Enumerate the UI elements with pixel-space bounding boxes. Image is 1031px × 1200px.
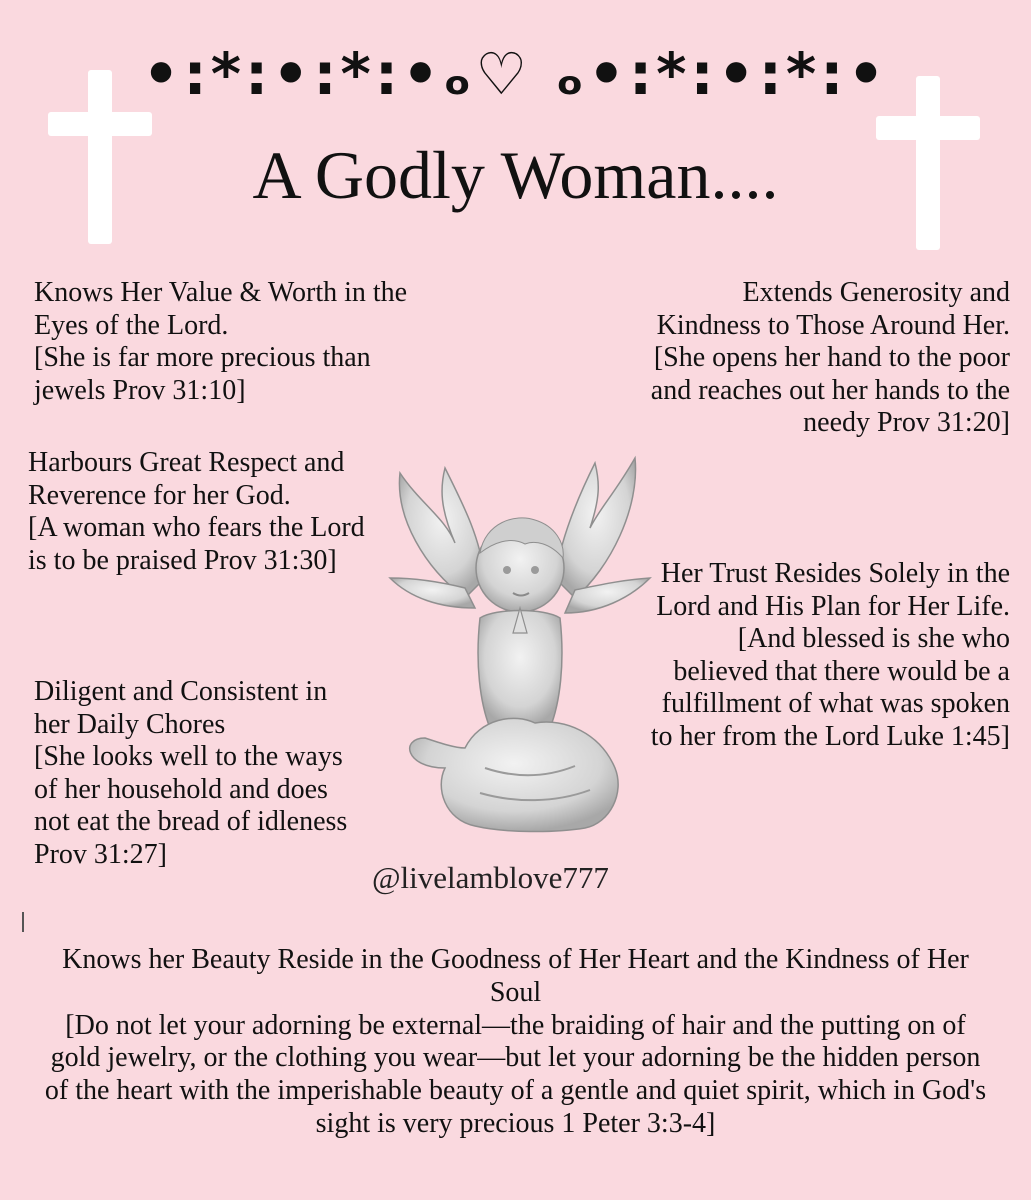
quality-verse: [And blessed is she who believed that there would be a fulfillment of what was spoken to her from the Lord Luke 1:45] <box>650 623 1010 752</box>
quality-verse: [She looks well to the ways of her household and does not eat the bread of idleness Prov 31:27] <box>34 741 348 870</box>
divider-mark <box>22 912 24 932</box>
quality-heading: Extends Generosity and Kindness to Those Around Her. <box>656 277 1010 341</box>
quality-block-trust <box>650 558 1010 753</box>
angel-figure <box>385 448 655 848</box>
quality-heading: Diligent and Consistent in her Daily Chores <box>34 676 328 740</box>
quality-heading: Her Trust Resides Solely in the Lord and His Plan for Her Life. <box>656 558 1010 622</box>
quality-verse: [She opens her hand to the poor and reaches out her hands to the needy Prov 31:20] <box>650 342 1010 438</box>
quality-block-beauty <box>40 944 991 1141</box>
quality-heading: Knows Her Value & Worth in the Eyes of the Lord. <box>34 277 408 341</box>
quality-verse: [She is far more precious than jewels Prov 31:10] <box>34 342 371 406</box>
quality-verse: [Do not let your adorning be external—the braiding of hair and the putting on of gold jewelry, or the clothing you wear—but let your adorning be the hidden person of the heart with the imperishable beauty of a gentle and quiet spirit, which in God's sight is very precious 1 Peter 3:3-4] <box>44 1009 987 1139</box>
quality-verse: [A woman who fears the Lord is to be praised Prov 31:30] <box>28 512 365 576</box>
ornament-divider: •:*:•:*:•ₒ♡ ₒ•:*:•:*:• <box>142 40 889 108</box>
quality-heading: Harbours Great Respect and Reverence for her God. <box>28 447 345 511</box>
quality-block-diligent <box>34 676 354 871</box>
quality-block-generosity <box>650 277 1010 440</box>
quality-block-reverence <box>28 447 388 577</box>
quality-block-value <box>34 277 434 407</box>
social-handle: @livelamblove777 <box>372 860 609 895</box>
quality-heading: Knows her Beauty Reside in the Goodness of Her Heart and the Kindness of Her Soul <box>62 944 969 1008</box>
page-title: A Godly Woman.... <box>252 137 779 213</box>
